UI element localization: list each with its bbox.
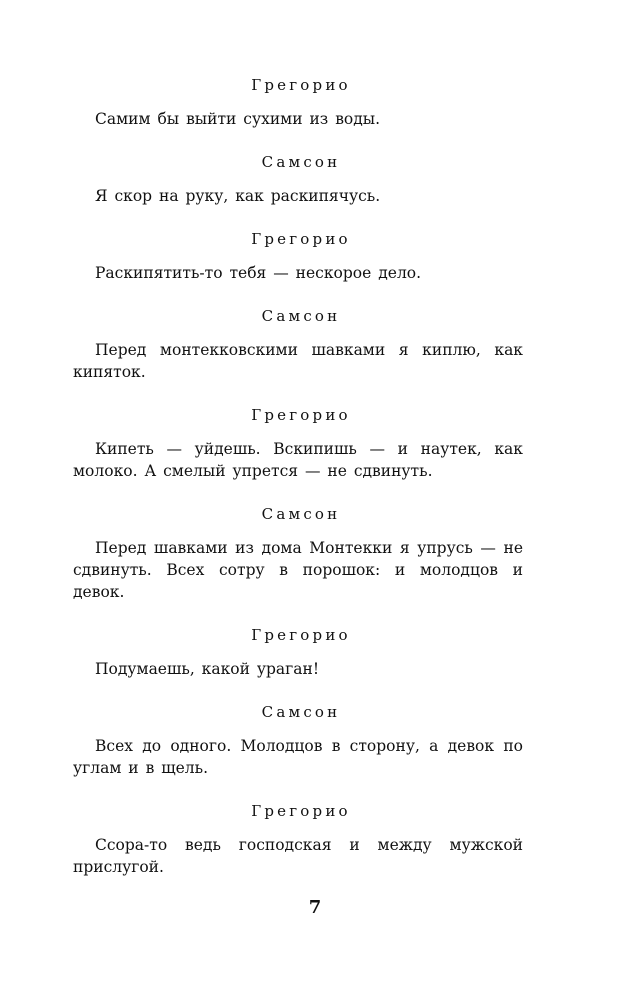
dialogue-block [73,800,523,878]
speaker-name: Самсон [261,703,341,721]
dialogue-line: Ссора-то ведь господская и между мужской прислугой. [73,836,523,876]
speaker-name: Самсон [261,505,341,523]
dialogue-block [73,404,523,503]
dialogue-block [73,228,523,305]
speaker-name: Грегорио [251,76,351,94]
dialogue-block [73,701,523,800]
dialogue-block [73,74,523,151]
dialogue-block [73,151,523,228]
speaker-name: Грегорио [251,802,351,820]
dialogue-line: Перед монтекковскими шавками я киплю, как кипяток. [73,341,523,381]
dialogue-line: Раскипятить-то тебя — нескорое дело. [95,264,422,282]
dialogue-line: Всех до одного. Молодцов в сторону, а девок по углам и в щель. [73,737,523,777]
page-number: 7 [308,897,322,918]
speaker-name: Самсон [261,307,341,325]
dialogue-line: Перед шавками из дома Монтекки я упрусь — не сдвинуть. Всех сотру в порошок: и молодцов и девок. [73,539,523,601]
dialogue-block [73,503,523,624]
dialogue-block [73,305,523,404]
speaker-name: Грегорио [251,406,351,424]
dialogue-line: Я скор на руку, как раскипячусь. [95,187,381,205]
dialogue-line: Самим бы выйти сухими из воды. [95,110,381,128]
dialogue-line: Кипеть — уйдешь. Вскипишь — и наутек, как молоко. А смелый упрется — не сдвинуть. [73,440,523,480]
speaker-name: Грегорио [251,230,351,248]
dialogue-line: Подумаешь, какой ураган! [95,660,320,678]
speaker-name: Самсон [261,153,341,171]
page-body [73,74,523,878]
dialogue-block [73,624,523,701]
speaker-name: Грегорио [251,626,351,644]
